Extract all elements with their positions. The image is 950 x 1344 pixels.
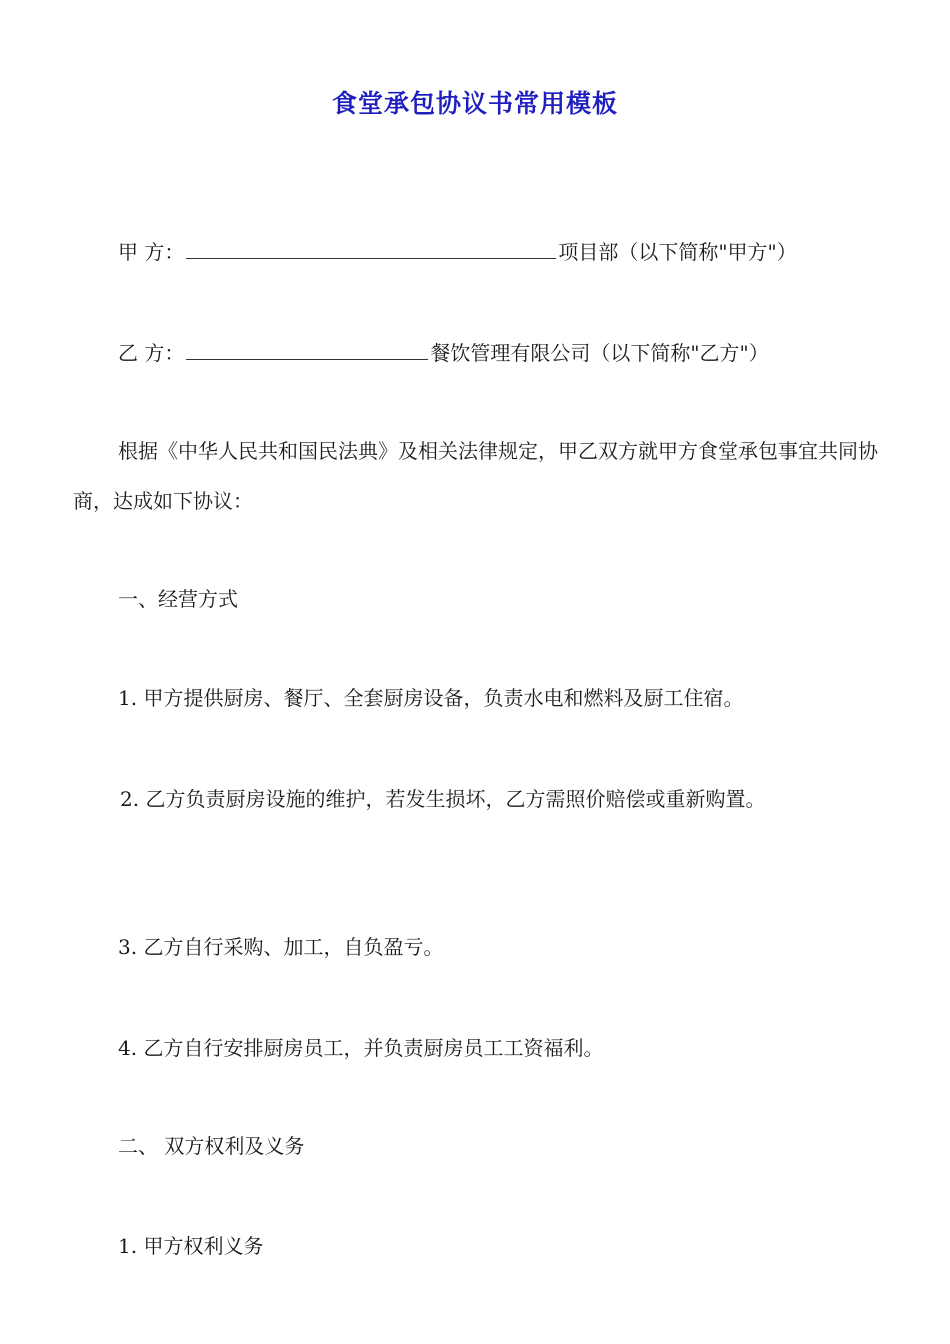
party-b-blank <box>186 341 428 360</box>
party-b-label: 乙 方： <box>118 341 185 365</box>
section-1-item-4: 4. 乙方自行安排厨房员工，并负责厨房员工工资福利。 <box>118 1036 604 1060</box>
section-1-item-2: 2. 乙方负责厨房设施的维护，若发生损坏，乙方需照价赔偿或重新购置。 <box>120 787 766 811</box>
party-a-suffix: 项目部（以下简称"甲方"） <box>558 240 797 264</box>
party-a-blank <box>186 240 556 259</box>
section-1-heading: 一、经营方式 <box>118 587 238 611</box>
section-1-item-3: 3. 乙方自行采购、加工，自负盈亏。 <box>118 935 444 959</box>
document-title: 食堂承包协议书常用模板 <box>331 89 618 118</box>
section-1-item-1: 1. 甲方提供厨房、餐厅、全套厨房设备，负责水电和燃料及厨工住宿。 <box>118 686 744 710</box>
section-2-heading: 二、 双方权利及义务 <box>118 1134 305 1158</box>
party-a-label: 甲 方： <box>118 240 185 264</box>
party-a-line <box>118 240 797 262</box>
intro-paragraph: 根据《中华人民共和国民法典》及相关法律规定，甲乙双方就甲方食堂承包事宜共同协商，达成如下协议： <box>73 439 878 513</box>
section-2-item-1: 1. 甲方权利义务 <box>118 1234 264 1258</box>
party-b-line <box>118 341 769 363</box>
party-b-suffix: 餐饮管理有限公司（以下简称"乙方"） <box>430 341 769 365</box>
